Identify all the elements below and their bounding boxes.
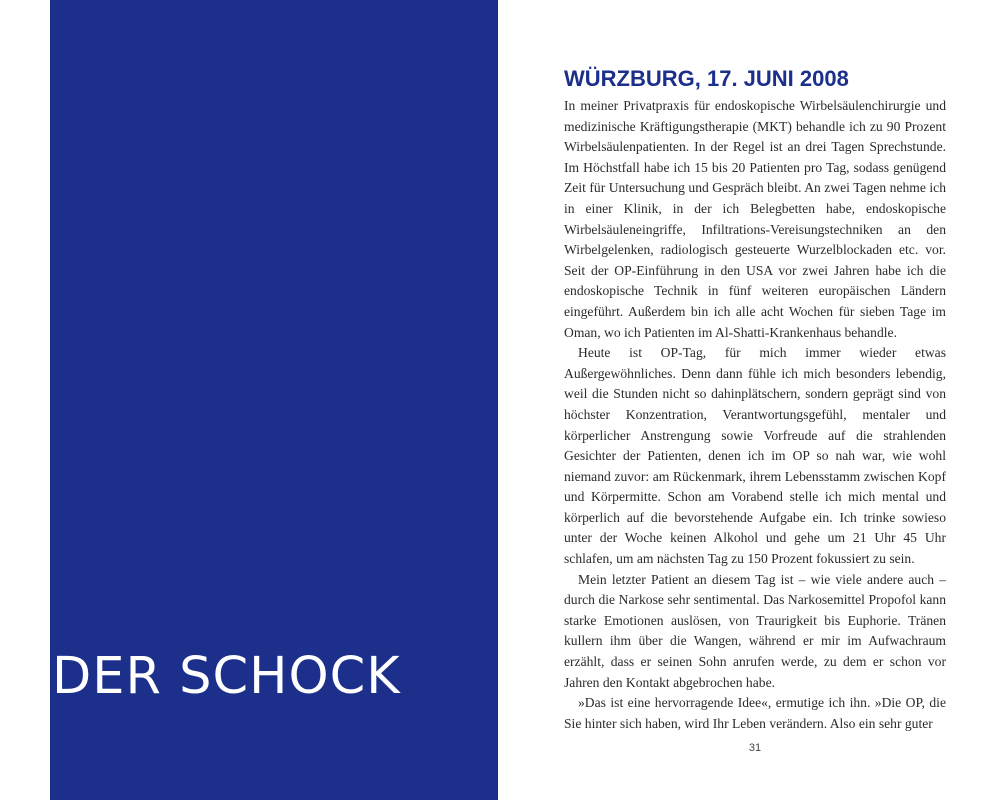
paragraph: Heute ist OP-Tag, für mich immer wieder etwas Außergewöhnliches. Denn dann fühle ich mich besonders lebendig, weil die Stunden nicht so dahinplätschern, sondern geprägt sind von höchster Konzentration, Verantwortungsgefühl, mentaler und körperlicher Anstrengung sowie Vorfreude auf die strahlenden Gesichter der Patienten, denen ich im OP so nah war, wie wohl niemand zuvor: am Rückenmark, ihrem Lebensstamm zwischen Kopf und Körpermitte. Schon am Vorabend stelle ich mich mental und körperlich auf die bevorstehende Aufgabe ein. Ich trinke sowieso unter der Woche keinen Alkohol und gehe um 21 Uhr 45 Uhr schlafen, um am nächsten Tag zu 150 Prozent fokussiert zu sein. (564, 345, 946, 567)
section-heading: WÜRZBURG, 17. JUNI 2008 (564, 66, 849, 91)
paragraph: »Das ist eine hervorragende Idee«, ermutige ich ihn. »Die OP, die Sie hinter sich haben, wird Ihr Leben verändern. Also ein sehr guter (564, 695, 946, 731)
text-page (564, 0, 946, 800)
body-text (564, 96, 946, 734)
chapter-opener-page (50, 0, 498, 800)
chapter-title: DER SCHOCK (52, 647, 401, 706)
page-number: 31 (748, 742, 762, 754)
paragraph: In meiner Privatpraxis für endoskopische Wirbelsäulenchirurgie und medizinische Kräftigungstherapie (MKT) behandle ich zu 90 Prozent Wirbelsäulenpatienten. In der Regel ist an drei Tagen Sprechstunde. Im Höchstfall habe ich 15 bis 20 Patienten pro Tag, sodass genügend Zeit für Untersuchung und Gespräch bleibt. An zwei Tagen nehme ich in einer Klinik, in der ich Belegbetten habe, endoskopische Wirbelsäuleneingriffe, Infiltrations-Vereisungstechniken an den Wirbelgelenken, radiologisch gesteuerte Wurzelblockaden etc. vor. Seit der OP-Einführung in den USA vor zwei Jahren habe ich die endoskopische Technik in fünf weiteren europäischen Ländern eingeführt. Außerdem bin ich alle acht Wochen für sieben Tage im Oman, wo ich Patienten im Al-Shatti-Krankenhaus behandle. (564, 98, 946, 340)
paragraph: Mein letzter Patient an diesem Tag ist – wie viele andere auch – durch die Narkose sehr sentimental. Das Narkosemittel Propofol kann starke Emotionen auslösen, von Traurigkeit bis Euphorie. Tränen kullern ihm über die Wangen, während er mir im Aufwachraum erzählt, dass er seinen Sohn anrufen werde, zu dem er schon vor Jahren den Kontakt abgebrochen habe. (564, 571, 946, 690)
